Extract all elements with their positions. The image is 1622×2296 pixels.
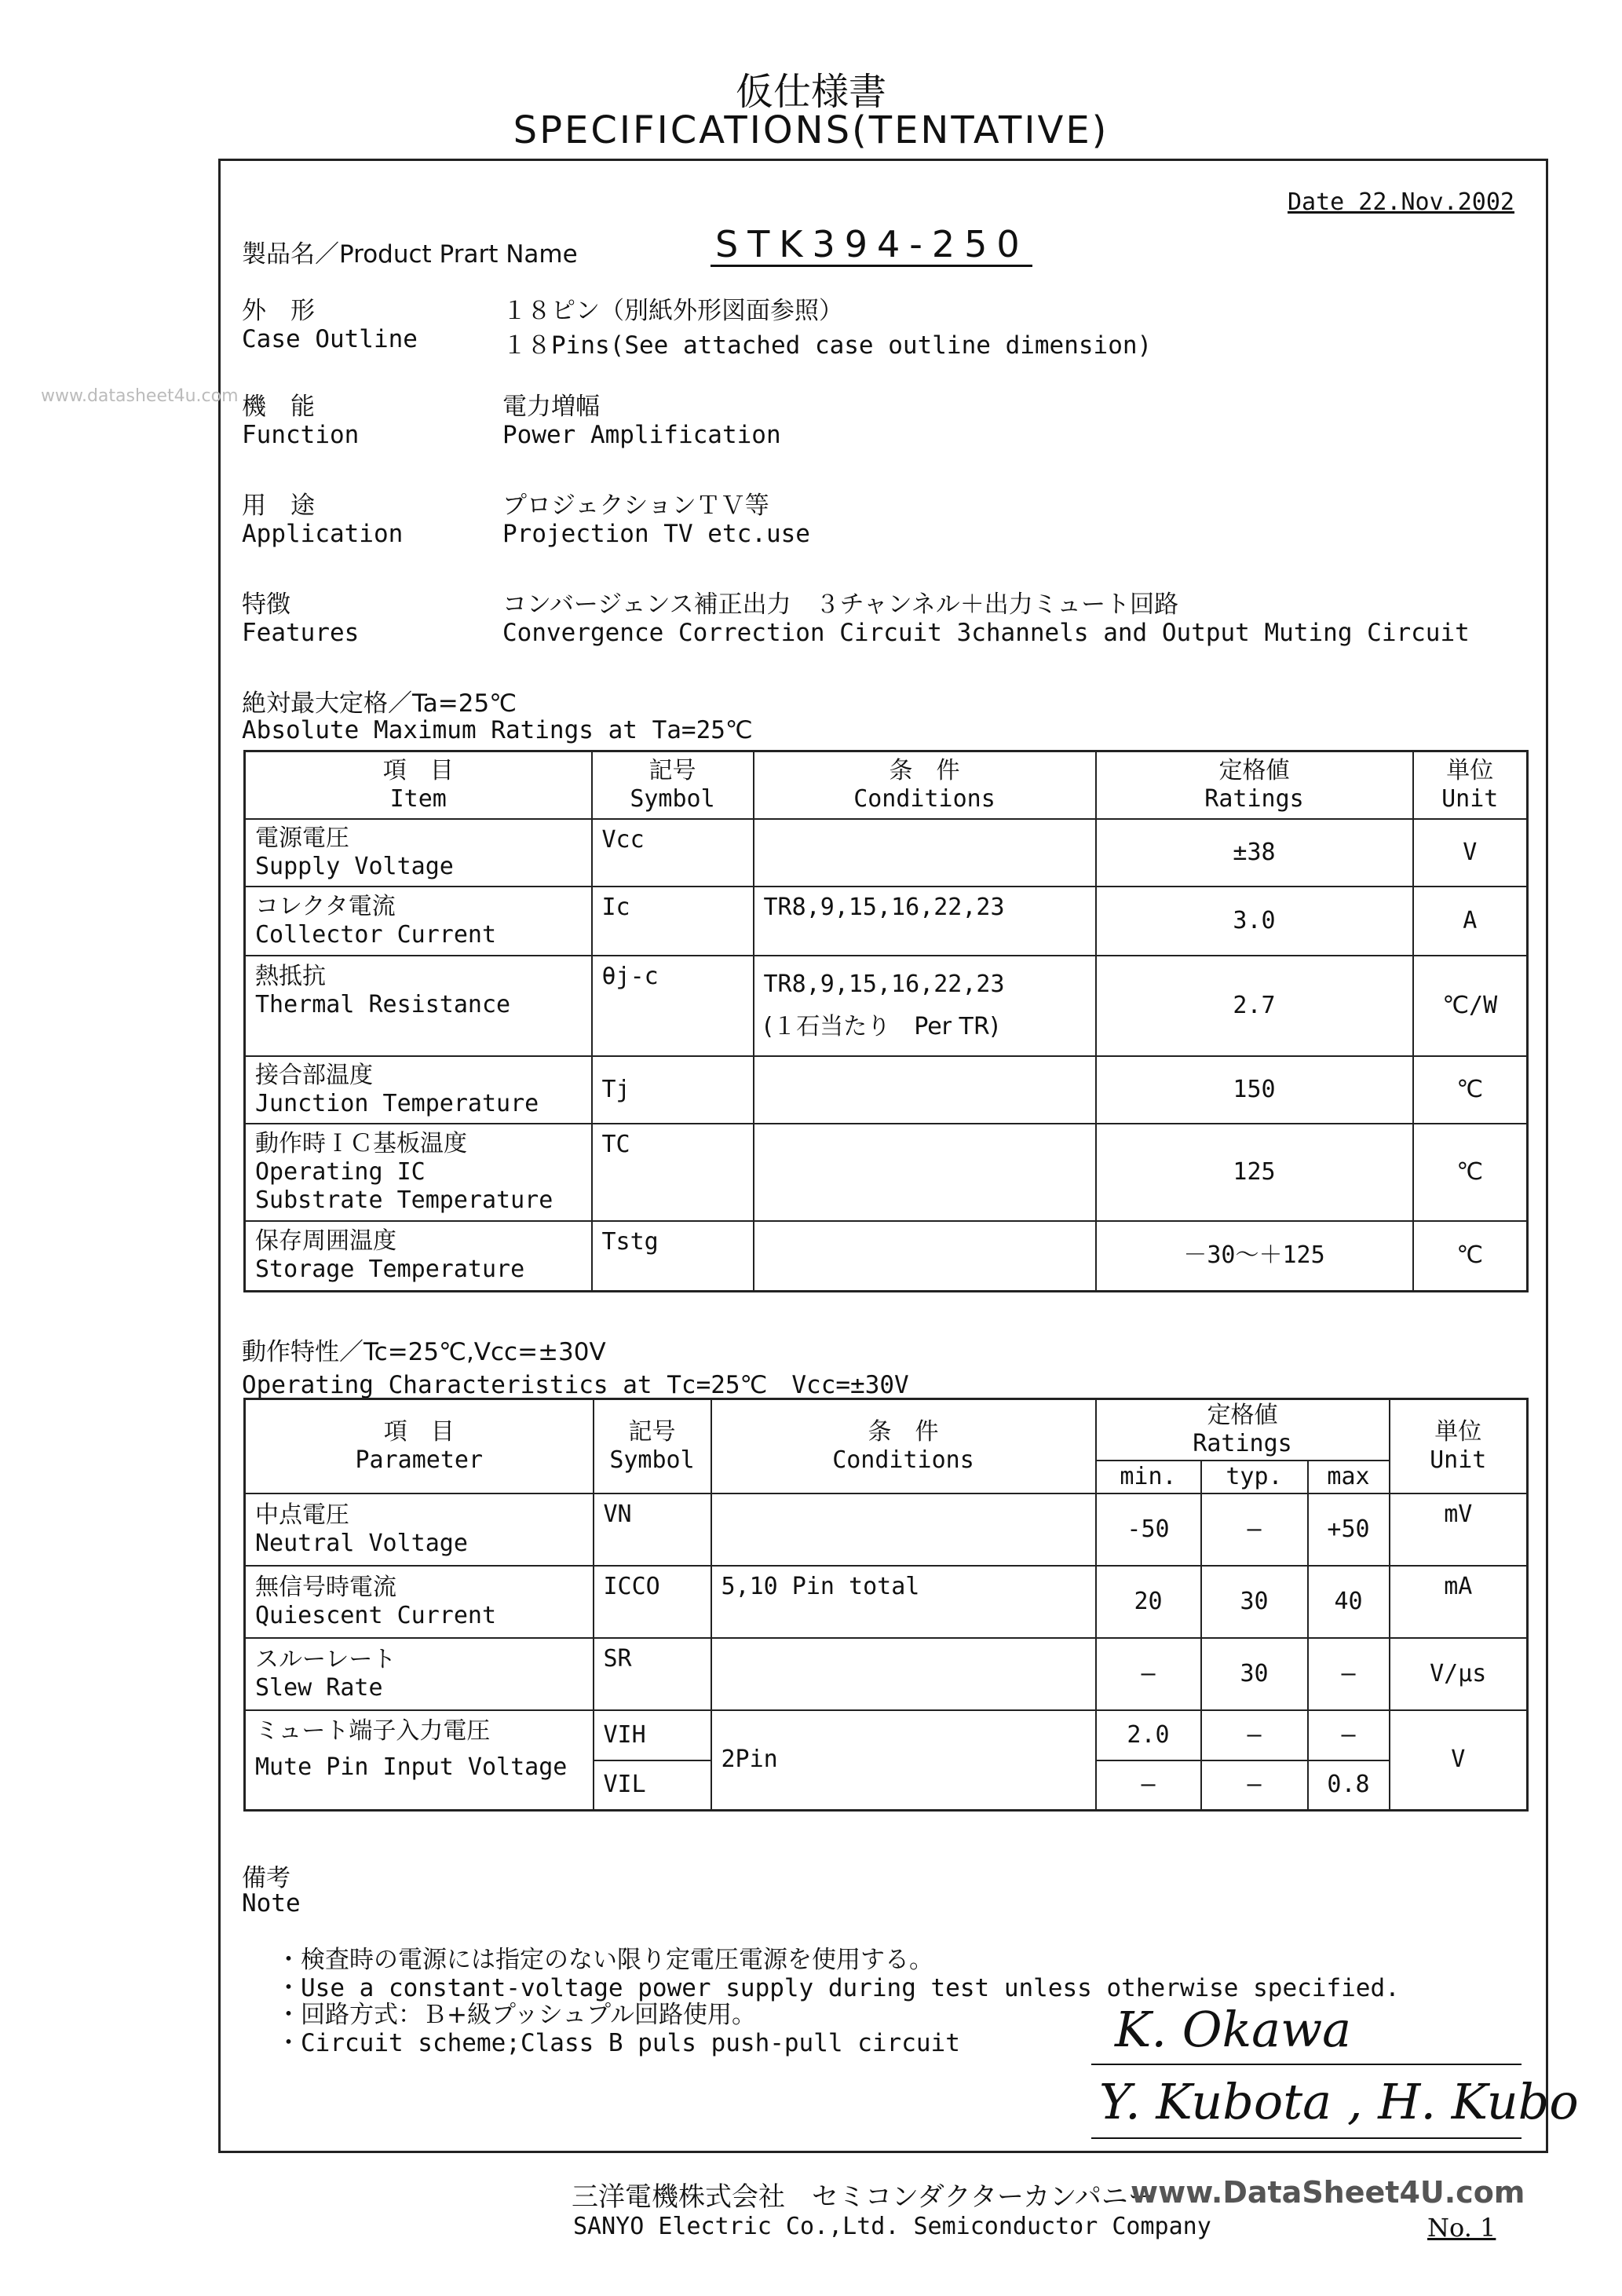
note-label-jp: 備考 xyxy=(242,1864,290,1892)
table-row: スルーレート Slew Rate SR — 30 — V/μs xyxy=(245,1638,1528,1710)
header-unit: 単位 Unit xyxy=(1390,1399,1528,1493)
document-title-en: SPECIFICATIONS(TENTATIVE) xyxy=(513,108,1109,152)
signature-1: K. Okawa xyxy=(1115,2001,1352,2058)
header-typ: typ. xyxy=(1201,1461,1308,1493)
header-conditions: 条 件 Conditions xyxy=(711,1399,1096,1493)
footer-company-jp: 三洋電機株式会社 セミコンダクターカンパニー xyxy=(572,2181,1155,2213)
abs-max-table xyxy=(243,750,1529,1292)
signature-2: Y. Kubota , H. Kubo xyxy=(1099,2073,1579,2130)
table-row: 電源電圧 Supply Voltage Vcc ±38 V xyxy=(245,819,1528,887)
table-row: 接合部温度 Junction Temperature Tj 150 ℃ xyxy=(245,1056,1528,1124)
header-parameter: 項 目 Parameter xyxy=(245,1399,594,1493)
table-row: 無信号時電流 Quiescent Current ICCO 5,10 Pin total 20 30 40 mA xyxy=(245,1566,1528,1638)
footer-company-en: SANYO Electric Co.,Ltd. Semiconductor Company xyxy=(573,2213,1211,2240)
footer-watermark: www.DataSheet4U.com xyxy=(1131,2175,1525,2210)
application-label-en: Application xyxy=(242,520,404,548)
note-item: ・回路方式：Ｂ+級プッシュプル回路使用。 xyxy=(276,2001,756,2029)
header-symbol: 記号 Symbol xyxy=(594,1399,711,1493)
application-value-jp: プロジェクションＴＶ等 xyxy=(502,492,769,520)
features-value-en: Convergence Correction Circuit 3channels and Output Muting Circuit xyxy=(502,619,1470,647)
table-row: VIL — — 0.8 xyxy=(245,1760,1528,1811)
header-min: min. xyxy=(1096,1461,1201,1493)
header-item: 項 目 Item xyxy=(245,751,592,819)
note-label-en: Note xyxy=(242,1889,301,1918)
op-char-table xyxy=(243,1398,1529,1812)
application-value-en: Projection TV etc.use xyxy=(502,520,810,548)
abs-max-title-en: Absolute Maximum Ratings at Ta=25℃ xyxy=(242,716,753,744)
function-label-jp: 機 能 xyxy=(242,393,315,421)
case-outline-label-jp: 外 形 xyxy=(242,297,315,325)
date-label: Date 22.Nov.2002 xyxy=(1288,188,1514,216)
product-name-label: 製品名／Product Prart Name xyxy=(242,240,578,269)
table-row: 動作時ＩＣ基板温度 Operating IC Substrate Temperature TC 125 ℃ xyxy=(245,1124,1528,1221)
abs-max-title-jp: 絶対最大定格／Ta=25℃ xyxy=(242,689,517,718)
op-char-title-jp: 動作特性／Tc=25℃,Vcc=±30V xyxy=(242,1338,606,1366)
application-label-jp: 用 途 xyxy=(242,492,315,520)
table-row: 保存周囲温度 Storage Temperature Tstg －30～＋125 ℃ xyxy=(245,1221,1528,1292)
page-number: No. 1 xyxy=(1427,2213,1496,2243)
case-outline-label-en: Case Outline xyxy=(242,325,418,353)
note-item: ・Circuit scheme;Class B puls push-pull circuit xyxy=(276,2029,960,2057)
table-row: コレクタ電流 Collector Current Ic TR8,9,15,16,22,23 3.0 A xyxy=(245,887,1528,956)
function-value-jp: 電力増幅 xyxy=(502,393,600,421)
header-max: max xyxy=(1308,1461,1390,1493)
note-item: ・検査時の電源には指定のない限り定電圧電源を使用する。 xyxy=(276,1946,933,1974)
table-row: 中点電圧 Neutral Voltage VN -50 — +50 mV xyxy=(245,1493,1528,1566)
features-value-jp: コンバージェンス補正出力 ３チャンネル＋出力ミュート回路 xyxy=(502,590,1179,619)
features-label-jp: 特徴 xyxy=(242,590,290,619)
document-title-jp: 仮仕様書 xyxy=(735,70,886,114)
header-ratings: 定格値 Ratings xyxy=(1096,751,1413,819)
case-outline-value-jp: １８ピン（別紙外形図面参照） xyxy=(502,297,843,325)
table-row: 熱抵抗 Thermal Resistance θj-c TR8,9,15,16,22,23 (１石当たり Per TR) 2.7 ℃/W xyxy=(245,956,1528,1056)
header-symbol: 記号 Symbol xyxy=(592,751,754,819)
function-label-en: Function xyxy=(242,421,360,449)
header-conditions: 条 件 Conditions xyxy=(754,751,1096,819)
note-item: ・Use a constant-voltage power supply during test unless otherwise specified. xyxy=(276,1974,1400,2002)
op-char-title-en: Operating Characteristics at Tc=25℃ Vcc=±30V xyxy=(242,1371,909,1399)
signature-line-1 xyxy=(1091,2064,1522,2065)
table-row: ミュート端子入力電圧 Mute Pin Input Voltage VIH 2Pin 2.0 — — V xyxy=(245,1710,1528,1760)
case-outline-value-en: １８Pins(See attached case outline dimension) xyxy=(502,331,1153,360)
product-part-name: STK394-250 xyxy=(711,224,1032,267)
signature-line-2 xyxy=(1091,2137,1522,2139)
features-label-en: Features xyxy=(242,619,360,647)
header-ratings: 定格値 Ratings xyxy=(1096,1399,1390,1461)
header-unit: 単位 Unit xyxy=(1413,751,1528,819)
watermark-left: www.datasheet4u.com xyxy=(41,386,239,406)
function-value-en: Power Amplification xyxy=(502,421,781,449)
